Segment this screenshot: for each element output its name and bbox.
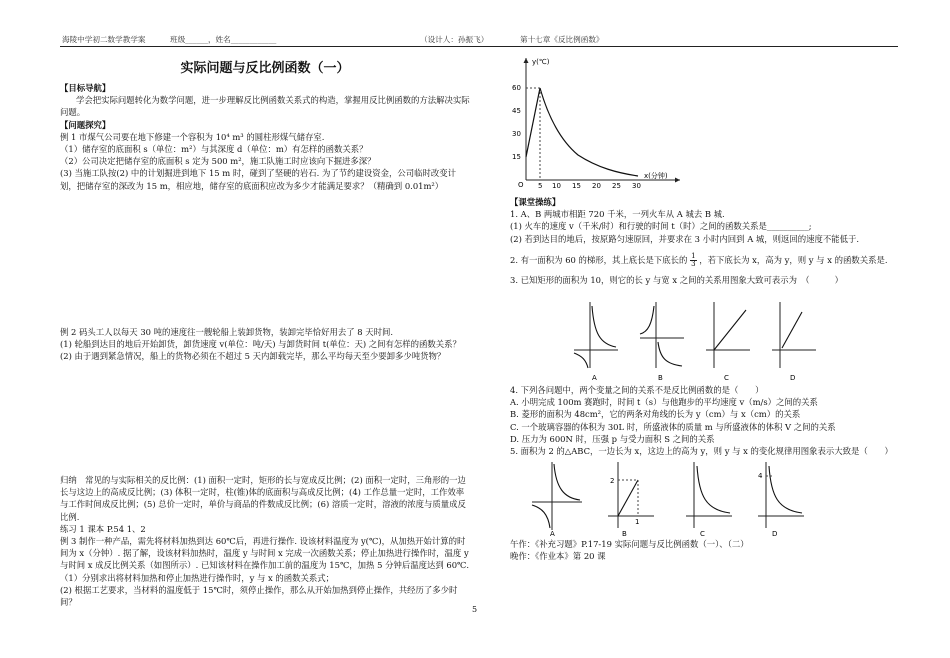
q3-label: D [790, 374, 796, 382]
q5-mark: 1 [635, 518, 640, 526]
ex2-line: (2) 由于遇到紧急情况，船上的货物必须在不超过 5 天内卸载完毕，那么平均每天至少要卸多少吨货物？ [60, 351, 446, 362]
q3-graph-c [706, 302, 750, 382]
temperature-graph [508, 52, 688, 192]
header-rule [60, 46, 898, 47]
ex2-line: 例 2 码头工人以每天 30 吨的速度往一艘轮船上装卸货物，装卸完毕恰好用去了 8 天时间. [60, 327, 394, 337]
x-tick: 20 [592, 182, 601, 190]
y-tick: 60 [512, 84, 521, 92]
q5-graphs [530, 458, 830, 538]
x-tick: 25 [612, 182, 621, 190]
q5-label: B [622, 530, 627, 538]
y-axis-label: y(℃) [532, 58, 550, 66]
summary-text: 归纳 常见的与实际相关的反比例：(1) 面积一定时，矩形的长与宽成反比例；(2) 面积一定时，三角形的一边长与这边上的高成反比例；(3) 体积一定时，柱(锥)体的底面积与高成反比例；(4) 工作总量一定时，工作效率与工作时间成反比例；(5) 总价一定时，单价与商品的件数成反比例；(6) 溶质一定时，溶液的浓度与质量成反比例. [60, 475, 466, 522]
origin-label: O [518, 181, 524, 189]
q1-line: 1. A、B 两城市相距 720 千米，一列火车从 A 城去 B 城. [510, 209, 725, 220]
x-tick: 10 [552, 182, 561, 190]
q5-graph-a [532, 462, 582, 538]
q3-graphs [570, 298, 830, 382]
exercise-heading: 【课堂操练】 [510, 197, 561, 207]
q3-label: C [724, 374, 729, 382]
x-tick: 15 [572, 182, 581, 190]
q3-graph-d [772, 302, 816, 382]
ex3-line: （1）分别求出将材料加热和停止加热进行操作时，y 与 x 的函数关系式； [60, 572, 335, 583]
x-axis-label: x(分钟) [644, 172, 668, 180]
q5-graph-d [758, 462, 804, 538]
q5-graph-b [608, 462, 654, 538]
q2-frac-den: 3 [691, 259, 696, 268]
header-designer: （设计人：孙振飞） [420, 35, 489, 44]
ex1-line: 例 1 市煤气公司要在地下修建一个容积为 10⁴ m³ 的圆柱形煤气储存室. [60, 131, 325, 142]
q2-frac-num: 1 [691, 251, 696, 260]
q2-fraction [690, 253, 696, 268]
ex2-line: (1) 轮船到达目的地后开始卸货，卸货速度 v(单位：吨/天) 与卸货时间 t(单位：天) 之间有怎样的函数关系？ [60, 339, 461, 350]
example-2 [60, 326, 472, 363]
summary-block [60, 474, 472, 608]
practice-text: 练习 1 课本 P.54 1、2 [60, 523, 146, 534]
q5-mark: 2 [610, 477, 615, 485]
homework-line: 午作：《补充习题》P.17-19 实际问题与反比例函数（一）、（二） [510, 539, 749, 549]
q2-line [510, 253, 898, 268]
explore-heading: 【问题探究】 [60, 119, 111, 130]
y-axis-arrow [524, 58, 529, 63]
q4-line: C. 一个玻璃容器的体积为 30L 时，所盛液体的质量 m 与所盛液体的体积 V 之间的关系 [510, 421, 836, 432]
q2-before: 2. 有一面积为 60 的梯形，其上底长是下底长的 [510, 254, 688, 265]
heating-line [526, 88, 540, 157]
q5-graph-c [686, 462, 732, 538]
q4-line: D. 压力为 600N 时，压强 p 与受力面积 S 之间的关系 [510, 433, 715, 444]
q5-line: 5. 面积为 2 的△ABC，一边长为 x，这边上的高为 y，则 y 与 x 的变化规律用图象表示大致是（ ） [510, 445, 893, 456]
y-tick: 45 [512, 107, 521, 115]
homework-line: 晚作：《作业本》第 20 课 [510, 551, 606, 562]
header-chapter: 第十七章《反比例函数》 [520, 35, 604, 44]
q5-label: A [550, 530, 555, 538]
q3-line: 3. 已知矩形的面积为 10，则它的长 y 与宽 x 之间的关系用图象大致可表示为 （ ） [510, 274, 844, 285]
header-class-name: 班级______，姓名____________ [170, 35, 277, 44]
q4-q5-block [510, 384, 898, 457]
y-tick: 15 [512, 153, 521, 161]
x-tick: 30 [632, 182, 641, 190]
ex1-line: （1）储存室的底面积 s（单位：m²）与其深度 d（单位：m）有怎样的函数关系？ [60, 143, 368, 154]
x-axis-arrow [675, 178, 680, 183]
q1-line: (2) 若到达目的地后，按原路匀速原回，并要求在 3 小时内回到 A 城，则返回的速度不能低于. [510, 233, 860, 244]
q4-line: 4. 下列各问题中，两个变量之间的关系不是反比例函数的是（ ） [510, 385, 764, 395]
q3-label: B [658, 374, 663, 382]
homework-block [510, 538, 898, 562]
right-column [510, 196, 898, 286]
header-school: 海陵中学初二数学教学案 [62, 35, 146, 44]
ex3-line: (2) 根据工艺要求，当材料的温度低于 15℃时，须停止操作，那么从开始加热到停止操作，共经历了多少时间？ [60, 584, 458, 607]
goal-heading: 【目标导航】 [60, 83, 111, 93]
ex1-line: (3) 当施工队按(2) 中的计划掘进到地下 15 m 时，碰到了坚硬的岩石. 为了节约建设资金，公司临时改变计划，把储存室的深改为 15 m，相应地，储存室的底面积应改为多少才能满足要求？（精确到 0.01m²） [60, 168, 456, 191]
goal-text: 学会把实际问题转化为数学问题，进一步理解反比例函数关系式的构造，掌握用反比例函数的方法解决实际问题。 [60, 95, 470, 118]
q5-mark: 4 [758, 472, 763, 480]
page-number: 5 [472, 605, 478, 614]
y-tick: 30 [512, 130, 521, 138]
q2-after: ，若下底长为 x，高为 y，则 y 与 x 的函数关系是. [699, 254, 888, 265]
ex1-line: （2）公司决定把储存室的底面积 s 定为 500 m²，施工队施工时应该向下掘进多深？ [60, 156, 376, 167]
q4-line: B. 菱形的面积为 48cm²，它的两条对角线的长为 y（cm）与 x（cm）的关系 [510, 409, 801, 420]
q3-graph-b [640, 302, 684, 382]
page-title: 实际问题与反比例函数（一） [180, 61, 350, 76]
q3-graph-a [574, 302, 618, 382]
left-column [60, 82, 472, 192]
ex3-line: 例 3 制作一种产品，需先将材料加热到达 60℃后，再进行操作. 设该材料温度为 y(℃)，从加热开始计算的时间为 x（分钟）. 据了解，设该材料加热时，温度 y 与时间 x 完成一次函数关系；停止加热进行操作时，温度 y 与时间 x 成反比例关系（如图所示）. 已知该材料在操作加工前的温度为 15℃，加热 5 分钟后温度达到 60℃. [60, 535, 470, 571]
q3-label: A [592, 374, 597, 382]
q1-line: (1) 火车的速度 v（千米/时）和行驶的时间 t（时）之间的函数关系是__________; [510, 221, 812, 232]
q4-line: A. 小明完成 100m 赛跑时，时间 t（s）与他跑步的平均速度 v（m/s）之间的关系 [510, 397, 818, 408]
q5-label: C [700, 530, 705, 538]
q5-label: D [772, 530, 778, 538]
x-tick: 5 [538, 182, 543, 190]
cooling-curve [540, 88, 638, 176]
